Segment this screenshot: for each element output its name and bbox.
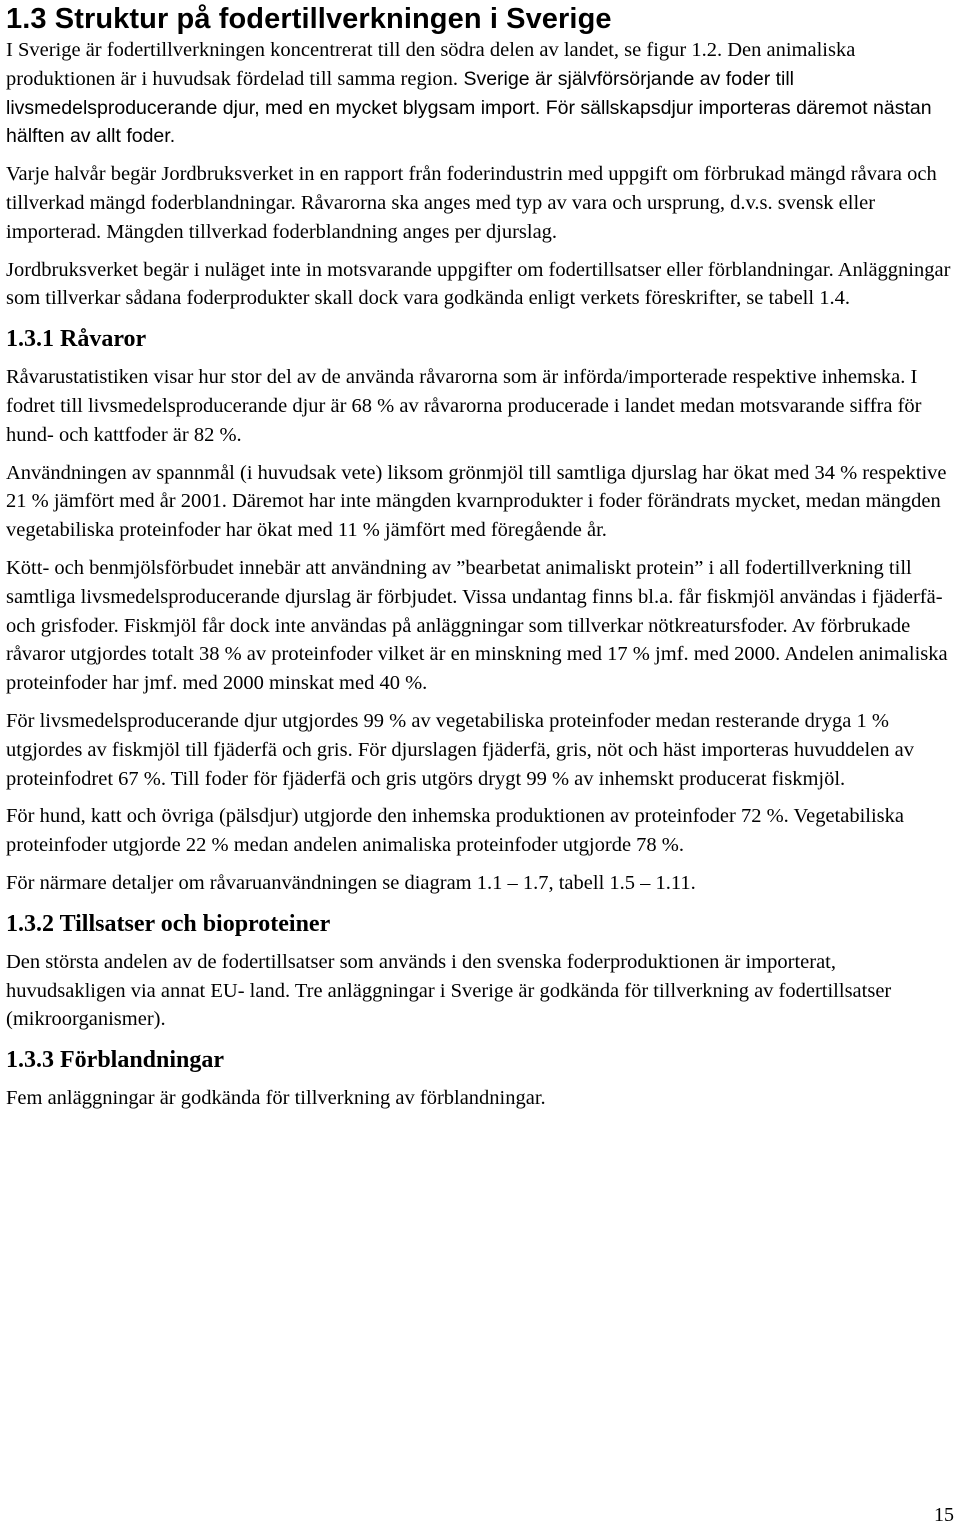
- paragraph: För hund, katt och övriga (pälsdjur) utgjorde den inhemska produktionen av proteinfoder 72 %. Vegetabiliska proteinfoder utgjorde 22 % medan andelen animaliska proteinfoder utgjorde 78 %.: [6, 805, 904, 857]
- page-number: 15: [934, 1504, 954, 1526]
- paragraph: Jordbruksverket begär i nuläget inte in motsvarande uppgifter om fodertillsatser eller förblandningar. Anläggningar som tillverkar sådana foderprodukter skall dock vara godkända enligt verkets föreskrifter, se tabell 1.4.: [6, 258, 951, 310]
- paragraph: Den största andelen av de fodertillsatser som används i den svenska foderproduktionen är importerat, huvudsakligen via annat EU- land. Tre anläggningar i Sverige är godkända för tillverkning av fodertillsatser (mikroorganismer).: [6, 950, 892, 1031]
- paragraph: Råvarustatistiken visar hur stor del av de använda råvarorna som är införda/importerade respektive inhemska. I fodret till livsmedelsproducerande djur är 68 % av råvarorna producerade i landet medan motsvarande siffra för hund- och kattfoder är 82 %.: [6, 366, 922, 446]
- paragraph: Fem anläggningar är godkända för tillverkning av förblandningar.: [6, 1087, 546, 1110]
- subsection-title-additives: 1.3.2 Tillsatser och bioproteiner: [6, 910, 331, 937]
- paragraph: Varje halvår begär Jordbruksverket in en rapport från foderindustrin med uppgift om förbrukad mängd råvara och tillverkad mängd foderblandningar. Råvarorna ska anges med typ av vara och ursprung, d.v.s. svensk eller importerad. Mängden tillverkad foderblandning anges per djurslag.: [6, 163, 937, 243]
- intro-paragraph: [6, 36, 954, 151]
- intro-text-sans: Sverige är självförsörjande av foder till livsmedelsproducerande djur, med en mycket blygsam import. För sällskapsdjur importeras däremot nästan hälften av allt foder.: [6, 67, 932, 148]
- subsection-title-raw-materials: 1.3.1 Råvaror: [6, 326, 147, 353]
- paragraph: För närmare detaljer om råvaruanvändningen se diagram 1.1 – 1.7, tabell 1.5 – 1.11.: [6, 871, 696, 894]
- subsection-title-premixes: 1.3.3 Förblandningar: [6, 1047, 225, 1074]
- paragraph: Användningen av spannmål (i huvudsak vete) liksom grönmjöl till samtliga djurslag har ökat med 34 % respektive 21 % jämfört med år 2001. Däremot har inte mängden kvarnprodukter i foder förändrats mycket, medan mängden vegetabiliska proteinfoder har ökat med 11 % jämfört med föregående år.: [6, 461, 947, 542]
- paragraph: Kött- och benmjölsförbudet innebär att användning av ”bearbetat animaliskt protein” i all fodertillverkning till samtliga livsmedelsproducerande djurslag är förbjudet. Vissa undantag finns bl.a. får fiskmjöl användas i fjäderfä- och grisfoder. Fiskmjöl får dock inte användas på anläggningar som tillverkar nötkreatursfoder. Av förbrukade råvaror utgjordes totalt 38 % av proteinfoder vilket är en minskning med 17 % jmf. med 2000. Andelen animaliska proteinfoder har jmf. med 2000 minskat med 40 %.: [6, 556, 948, 695]
- intro-text-serif: I Sverige är fodertillverkningen koncentrerat till den södra delen av landet, se figur 1.2. Den animaliska produktionen är i huvudsak fördelad till samma region.: [6, 39, 856, 90]
- document-page: [6, 0, 954, 1122]
- section-title: 1.3 Struktur på fodertillverkningen i Sverige: [6, 3, 612, 35]
- paragraph: För livsmedelsproducerande djur utgjordes 99 % av vegetabiliska proteinfoder medan resterande dryga 1 % utgjordes av fiskmjöl till fjäderfä och gris. För djurslagen fjäderfä, gris, nöt och häst importeras huvuddelen av proteinfodret 67 %. Till foder för fjäderfä och gris utgörs drygt 99 % av inhemskt producerat fiskmjöl.: [6, 709, 915, 790]
